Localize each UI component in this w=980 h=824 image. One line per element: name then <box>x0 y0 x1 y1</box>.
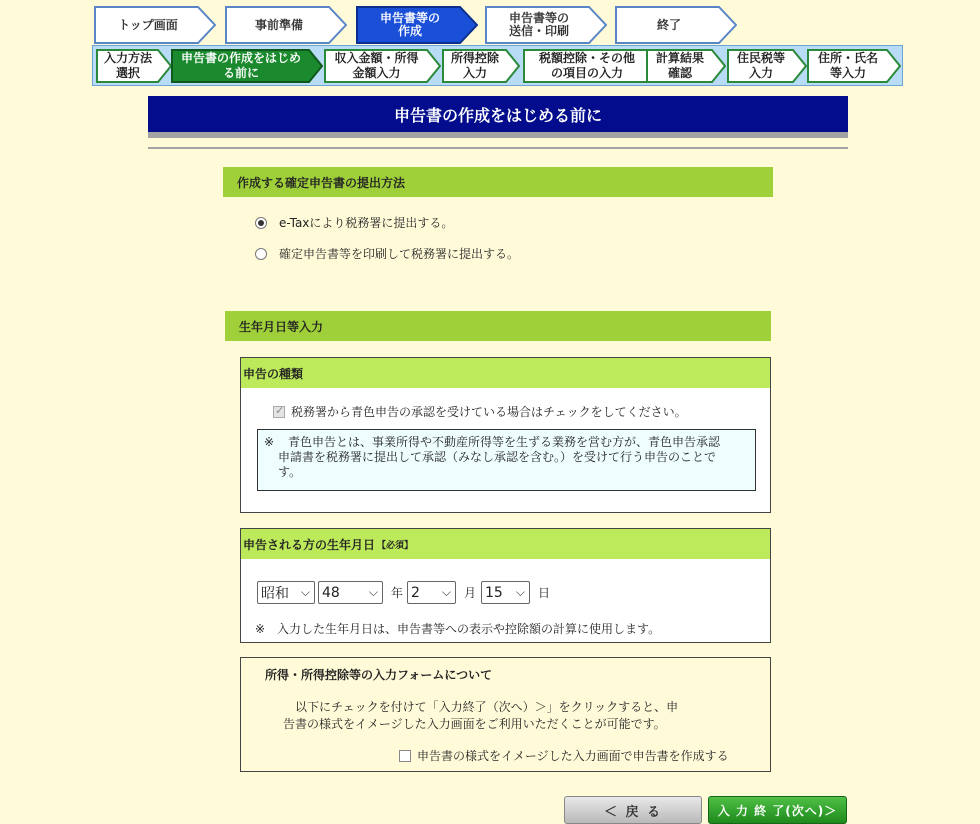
day-select[interactable] <box>481 581 530 604</box>
substep-label: 計算結果 確認 <box>655 51 704 80</box>
substep-input-method[interactable] <box>96 49 172 83</box>
radio-label: e-Taxにより税務署に提出する。 <box>279 216 454 230</box>
submission-header: 作成する確定申告書の提出方法 <box>223 167 773 197</box>
substep-result <box>646 49 726 83</box>
substep-tax-credit <box>523 49 663 83</box>
substep-progress <box>92 45 903 86</box>
blue-return-label: 税務署から青色申告の承認を受けている場合はチェックをしてください。 <box>291 405 687 419</box>
radio-label: 確定申告書等を印刷して税務署に提出する。 <box>279 247 520 261</box>
substep-address <box>807 49 901 83</box>
birthdate-title: 申告される方の生年月日 <box>243 537 376 552</box>
substep-label: 申告書の作成をはじめ る前に <box>180 51 301 80</box>
birthdate-header <box>241 529 770 559</box>
substep-label: 税額控除・その他 の項目の入力 <box>538 51 635 80</box>
divider <box>148 147 848 149</box>
input-form-desc-2: 告書の様式をイメージした入力画面をご利用いただくことが可能です。 <box>283 717 666 731</box>
radio-print[interactable] <box>255 245 519 262</box>
back-button[interactable]: ＜ 戻 る <box>564 796 702 824</box>
year-value: 48 <box>322 584 340 601</box>
day-value: 15 <box>485 584 503 601</box>
input-form-box <box>240 657 771 772</box>
month-select[interactable] <box>407 581 456 604</box>
substep-label: 入力方法 選択 <box>103 51 152 80</box>
note-text-2: 申請書を税務署に提出して承認（みなし承認を含む。）を受けて行う申告のことで <box>278 450 717 464</box>
blue-return-checkbox[interactable] <box>273 406 285 418</box>
substep-deduction <box>442 49 520 83</box>
substep-income <box>324 49 441 83</box>
month-value: 2 <box>411 584 420 601</box>
form-image-label: 申告書の様式をイメージした入力画面で申告書を作成する <box>417 749 729 763</box>
substep-resident-tax <box>727 49 807 83</box>
note-text-3: す。 <box>278 465 302 479</box>
chevron-down-icon: ⌵ <box>368 585 378 599</box>
year-select[interactable] <box>318 581 383 604</box>
chevron-down-icon: ⌵ <box>515 585 525 599</box>
radio-button[interactable] <box>255 248 267 260</box>
step-label: 事前準備 <box>254 17 303 32</box>
step-finish <box>615 6 737 44</box>
required-badge: 【必須】 <box>377 540 414 551</box>
note-mark: ※ <box>264 435 275 449</box>
step-label: 申告書等の 作成 <box>379 11 440 38</box>
day-unit: 日 <box>538 586 551 600</box>
step-label: 申告書等の 送信・印刷 <box>508 11 569 38</box>
radio-etax[interactable] <box>255 214 453 231</box>
step-send-print <box>485 6 607 44</box>
form-image-checkbox[interactable] <box>399 750 411 762</box>
month-unit: 月 <box>464 586 477 600</box>
birthdate-note: ※ 入力した生年月日は、申告書等への表示や控除額の計算に使用します。 <box>255 622 661 636</box>
substep-label: 収入金額・所得 金額入力 <box>334 51 419 80</box>
substep-label: 住所・氏名 等入力 <box>817 51 878 80</box>
radio-button[interactable] <box>255 217 267 229</box>
birth-section-header: 生年月日等入力 <box>225 311 771 341</box>
step-label: 終了 <box>656 17 681 32</box>
step-create-return <box>356 6 478 44</box>
step-preparation[interactable] <box>225 6 347 44</box>
step-top[interactable] <box>94 6 216 44</box>
note-text-1: 青色申告とは、事業所得や不動産所得等を生ずる業務を営む方が、青色申告承認 <box>288 435 721 449</box>
chevron-down-icon: ⌵ <box>300 585 310 599</box>
era-select[interactable] <box>257 581 315 604</box>
step-label: トップ画面 <box>118 17 178 32</box>
page-title: 申告書の作成をはじめる前に <box>148 96 848 138</box>
chevron-down-icon: ⌵ <box>441 585 451 599</box>
declaration-type-header: 申告の種類 <box>241 358 770 388</box>
input-form-title: 所得・所得控除等の入力フォームについて <box>265 668 493 682</box>
era-value: 昭和 <box>261 585 289 602</box>
form-image-row <box>399 747 729 764</box>
year-unit: 年 <box>391 586 404 600</box>
substep-label: 住民税等 入力 <box>736 51 785 80</box>
declaration-type-box <box>240 357 771 513</box>
input-form-desc-1: 以下にチェックを付けて「入力終了（次へ）＞」をクリックすると、申 <box>295 700 679 714</box>
birthdate-box <box>240 528 771 643</box>
substep-before-start <box>171 49 323 83</box>
next-button[interactable]: 入 力 終 了(次へ)＞ <box>708 796 847 824</box>
blue-return-note <box>257 429 756 491</box>
blue-return-row <box>273 403 687 420</box>
substep-label: 所得控除 入力 <box>450 51 499 80</box>
